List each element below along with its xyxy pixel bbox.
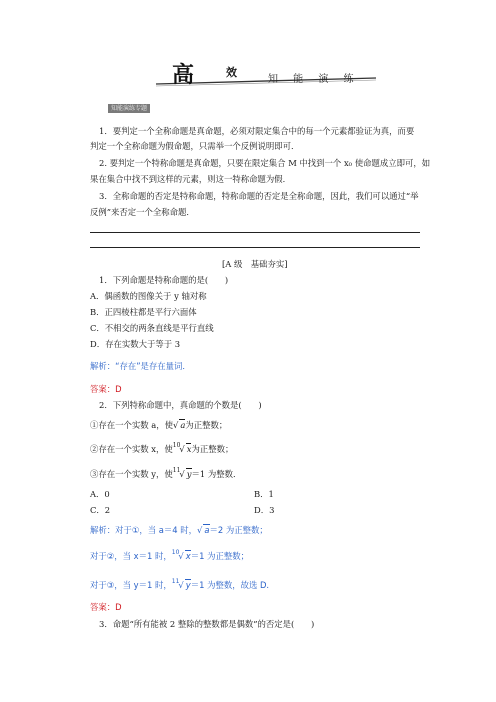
q2-answer-label: 答案： bbox=[90, 602, 116, 612]
q2-s1-post: 为正整数； bbox=[185, 420, 228, 430]
intro-line-6: 反例”来否定一个全称命题． bbox=[90, 207, 195, 217]
q1-answer bbox=[90, 384, 122, 395]
q1-analysis-label: 解析： bbox=[90, 361, 116, 371]
q2-analysis-2 bbox=[90, 551, 249, 563]
q1-option-a: A．偶函数的图像关于 y 轴对称 bbox=[90, 291, 207, 301]
q2-s2-radicand: x bbox=[186, 444, 192, 454]
q2-stem: 2．下列特称命题中，真命题的个数是( ) bbox=[99, 400, 262, 410]
q2-answer bbox=[90, 602, 122, 613]
q2-option-a: A．0 bbox=[90, 489, 110, 499]
header bbox=[150, 58, 380, 90]
intro-line-3: 2. 要判定一个特称命题是真命题，只要在限定集合 M 中找到一个 x₀ 使命题成立即可，如 bbox=[99, 158, 431, 168]
q2-a1-pre: 解析：对于①，当 a＝4 时， bbox=[90, 525, 198, 535]
divider-bottom bbox=[90, 247, 420, 248]
q1-option-b: B．正四棱柱都是平行六面体 bbox=[90, 307, 197, 317]
q2-a3-post: ＝1 为整数，故选 D. bbox=[190, 580, 270, 590]
q2-a3-index: 11 bbox=[171, 578, 180, 585]
q2-s2-post: 为正整数； bbox=[191, 444, 234, 454]
q2-statement-2 bbox=[90, 444, 233, 456]
q2-a1-post: ＝2 为正整数； bbox=[209, 525, 268, 535]
q2-s2-index: 10 bbox=[172, 442, 181, 449]
logo-char-2: 效 bbox=[226, 66, 237, 79]
q2-option-b: B．1 bbox=[254, 489, 274, 499]
intro-line-1: 1．要判定一个全称命题是真命题，必须对限定集合中的每一个元素都验证为真，而要 bbox=[99, 126, 415, 136]
q3-stem: 3．命题“所有能被 2 整除的整数都是偶数”的否定是( ) bbox=[99, 619, 315, 629]
q2-analysis-3 bbox=[90, 580, 269, 592]
q2-s1-pre: ①存在一个实数 a，使 bbox=[90, 420, 174, 430]
q2-s3-post: ＝1 为整数． bbox=[191, 469, 242, 479]
q2-analysis-1 bbox=[90, 525, 268, 536]
q1-stem: 1．下列命题是特称命题的是( ) bbox=[99, 275, 229, 285]
q2-option-d: D．3 bbox=[254, 505, 275, 515]
q1-option-c: C．不相交的两条直线是平行直线 bbox=[90, 323, 214, 333]
q2-a2-radicand: x bbox=[185, 551, 191, 561]
section-title: [A 级 基础夯实] bbox=[222, 259, 288, 269]
q2-statement-1 bbox=[90, 420, 227, 431]
q1-analysis-text: “存在”是存在量词． bbox=[115, 361, 191, 371]
q2-answer-value: D bbox=[115, 602, 122, 612]
q2-a2-pre: 对于②，当 x＝1 时， bbox=[90, 551, 172, 561]
q2-a3-pre: 对于③，当 y＝1 时， bbox=[90, 580, 172, 590]
intro-line-5: 3．全称命题的否定是特称命题，特称命题的否定是全称命题，因此，我们可以通过“举 bbox=[99, 191, 419, 201]
q2-statement-3 bbox=[90, 469, 241, 481]
q2-s1-radicand: a bbox=[180, 420, 186, 430]
q2-option-c: C．2 bbox=[90, 505, 111, 515]
q1-analysis bbox=[90, 361, 191, 372]
q2-s3-radicand: y bbox=[186, 469, 192, 479]
q2-s3-index: 11 bbox=[172, 467, 181, 474]
intro-line-4: 果在集合中找不到这样的元素，则这一特称命题为假． bbox=[90, 174, 291, 184]
divider-top bbox=[90, 232, 420, 233]
root-10-icon: $^{10}$√ x bbox=[171, 549, 191, 561]
logo-char: 高 bbox=[172, 62, 195, 88]
sqrt-icon: √ a bbox=[197, 525, 210, 535]
sqrt-icon: √ a bbox=[173, 420, 186, 430]
section-banner: 知能演练专题 bbox=[108, 104, 150, 113]
q1-option-d: D．存在实数大于等于 3 bbox=[90, 339, 181, 349]
root-10-icon: $^{10}$√ x bbox=[172, 442, 192, 454]
q2-s3-pre: ③存在一个实数 y，使 bbox=[90, 469, 173, 479]
q1-answer-label: 答案： bbox=[90, 384, 116, 394]
root-11-icon: $^{11}$√ y bbox=[172, 467, 192, 479]
q1-answer-value: D bbox=[115, 384, 122, 394]
q2-a3-radicand: y bbox=[185, 580, 191, 590]
root-11-icon: $^{11}$√ y bbox=[171, 578, 191, 590]
header-title: 知 能 演 练 bbox=[268, 74, 360, 85]
q2-a2-post: ＝1 为正整数； bbox=[190, 551, 249, 561]
q2-a2-index: 10 bbox=[171, 549, 180, 556]
q2-s2-pre: ②存在一个实数 x，使 bbox=[90, 444, 173, 454]
q2-a1-radicand: a bbox=[204, 525, 210, 535]
intro-line-2: 判定一个全称命题为假命题，只需举一个反例说明即可． bbox=[90, 141, 300, 151]
